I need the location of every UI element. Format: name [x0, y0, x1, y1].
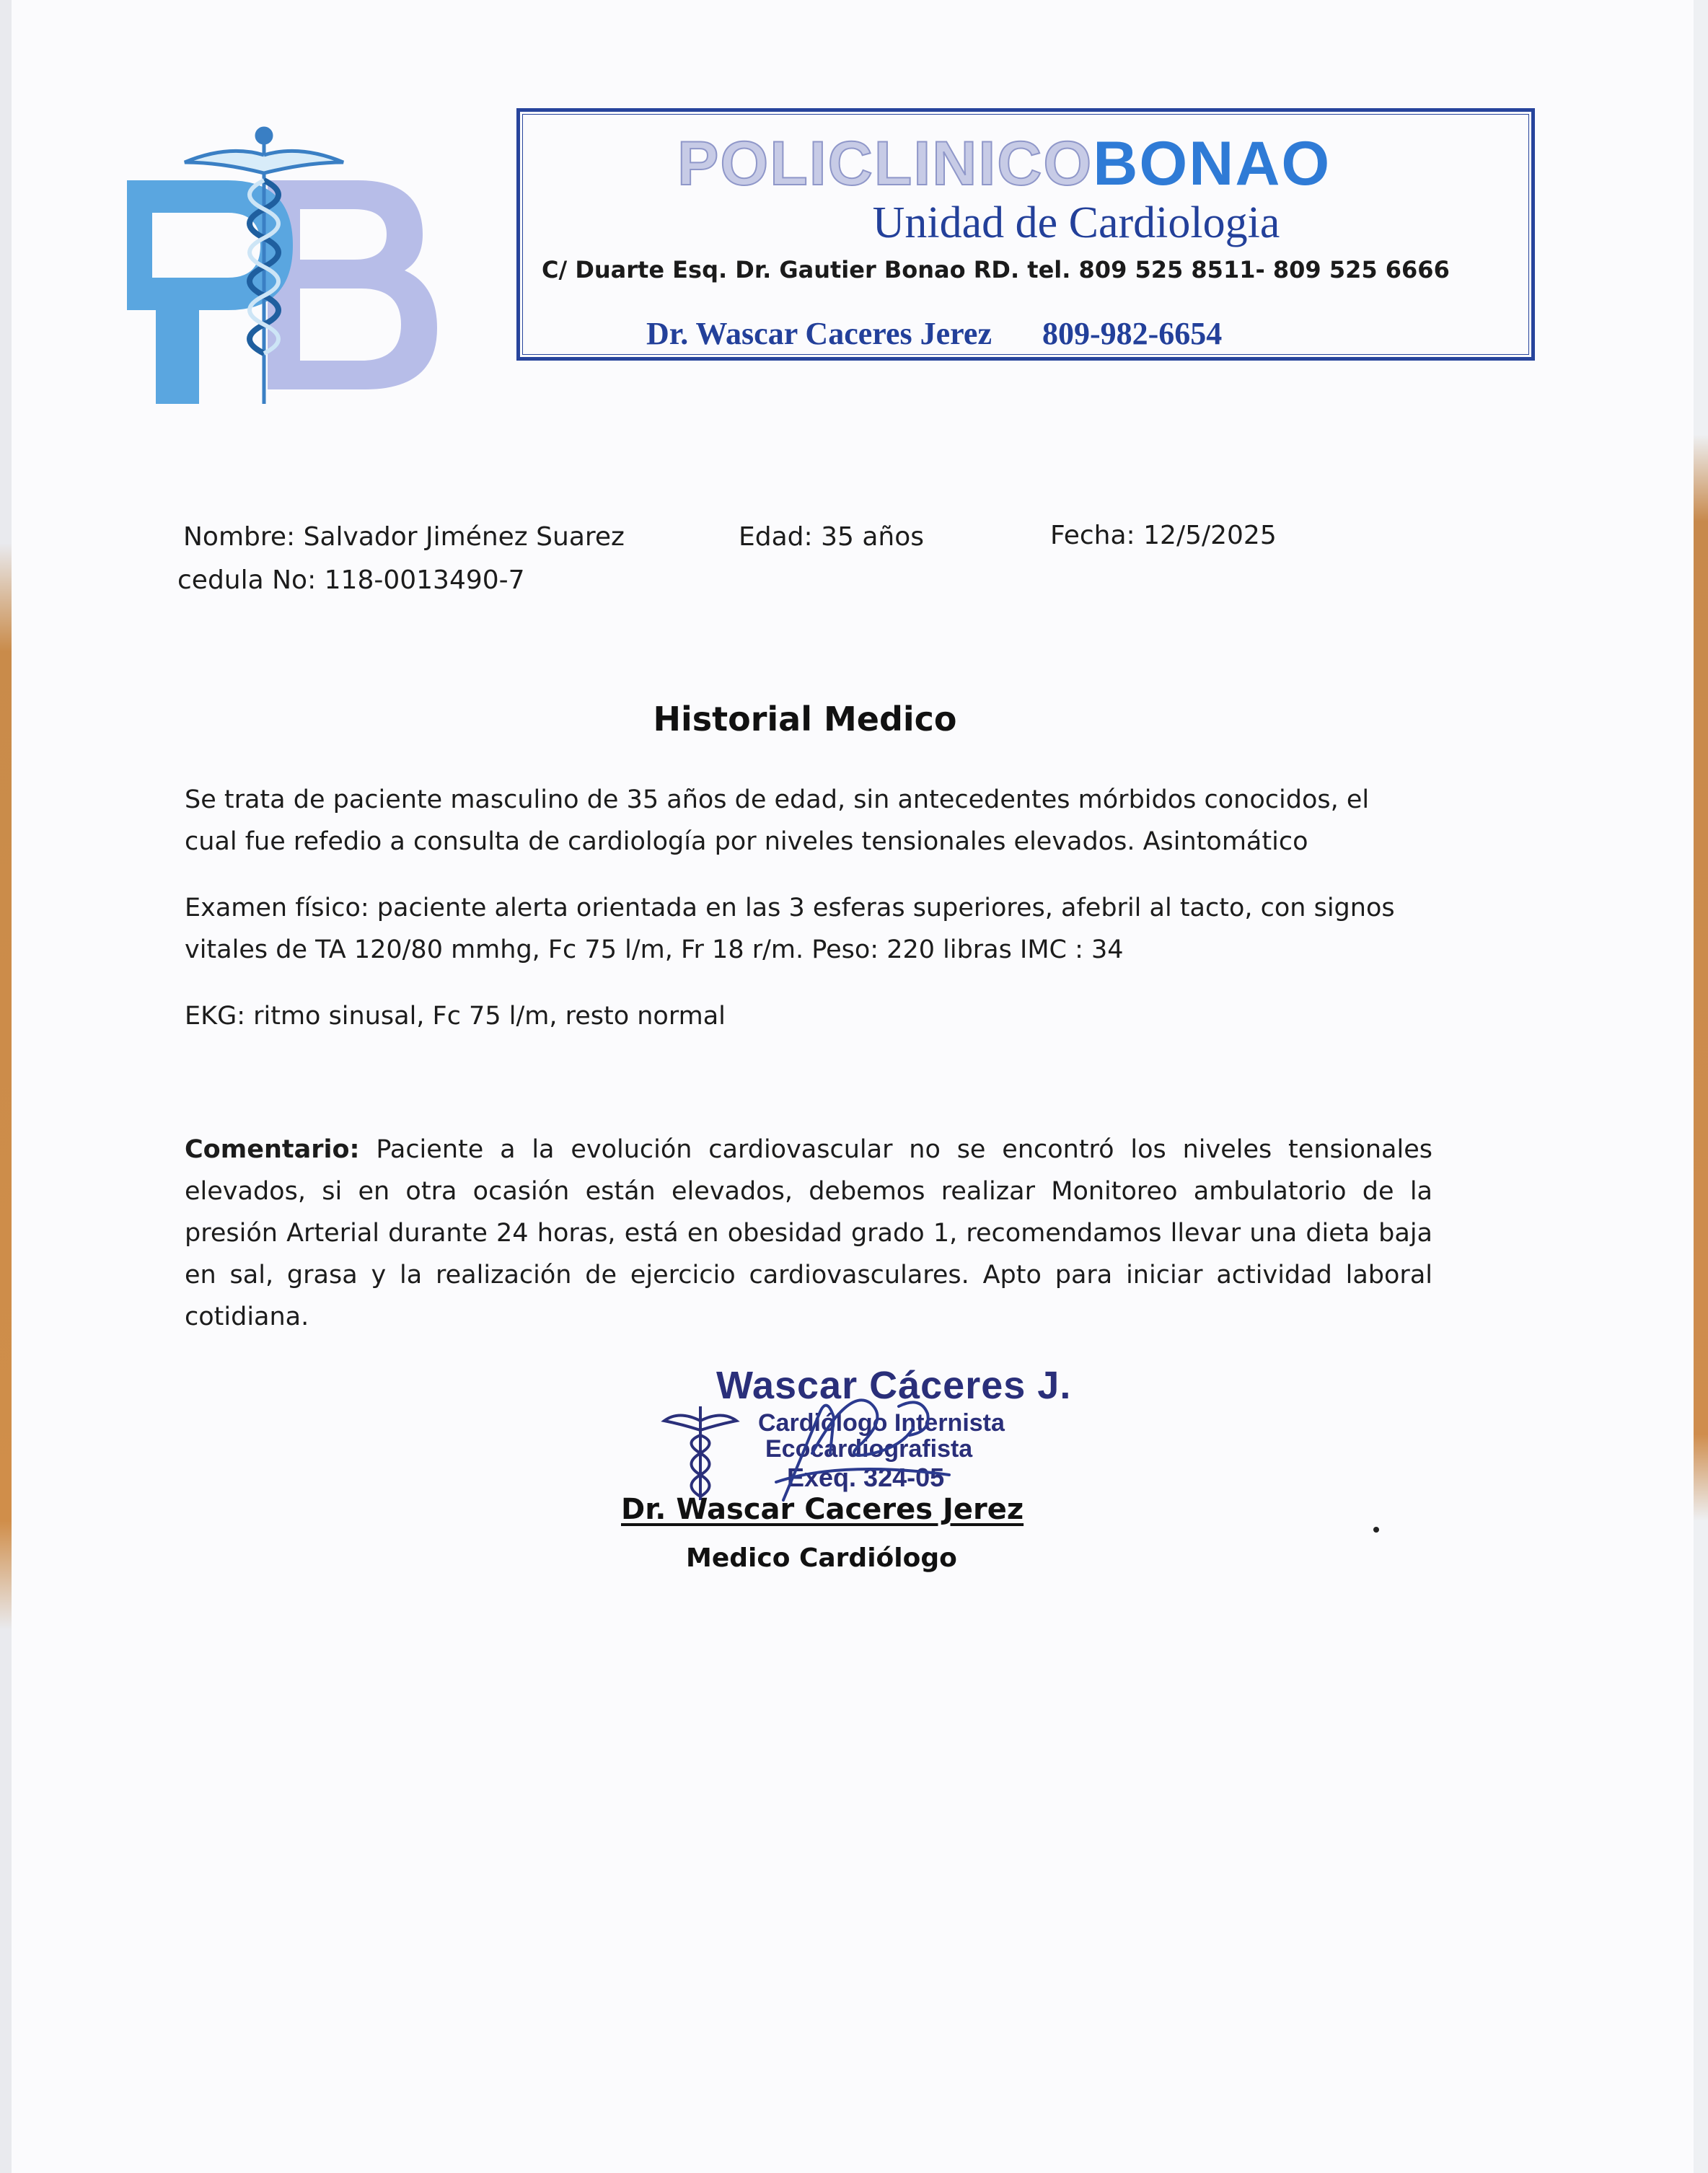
clinic-unit: Unidad de Cardiologia — [872, 198, 1280, 247]
comment-paragraph — [185, 1129, 1432, 1338]
clinic-address: C/ Duarte Esq. Dr. Gautier Bonao RD. tel. 809 525 8511- 809 525 6666 — [542, 256, 1450, 283]
comment-label: Comentario: — [185, 1135, 360, 1164]
stamp-caduceus-icon — [661, 1403, 740, 1504]
stamp-doctor-name: Wascar Cáceres J. — [716, 1364, 1072, 1407]
patient-id: cedula No: 118-0013490-7 — [177, 565, 525, 595]
patient-age: Edad: 35 años — [739, 522, 924, 552]
intro-line-1: Se trata de paciente masculino de 35 años de edad, sin antecedentes mórbidos conocidos, el — [185, 785, 1370, 814]
page-edge-right — [1694, 0, 1708, 2173]
clinic-header-box — [516, 108, 1535, 361]
signature-doctor-title: Medico Cardiólogo — [686, 1543, 957, 1573]
exam-paragraph — [185, 887, 1432, 971]
clinic-logo — [120, 123, 437, 411]
patient-name: Nombre: Salvador Jiménez Suarez — [183, 522, 625, 552]
brand-part-policlinico: POLICLINICO — [677, 129, 1093, 198]
stray-mark — [1373, 1527, 1379, 1533]
header-doctor-name: Dr. Wascar Caceres Jerez — [646, 316, 992, 351]
header-doctor-line — [646, 315, 1222, 352]
intro-paragraph — [185, 779, 1432, 863]
document-page — [12, 0, 1694, 2173]
ekg-line: EKG: ritmo sinusal, Fc 75 l/m, resto normal — [185, 1002, 726, 1031]
comment-text: Paciente a la evolución cardiovascular no se encontró los niveles tensionales elevados, si en otra ocasión están elevados, debemos realizar Monitoreo ambulatorio de la presión Arterial durante 24 horas, está en obesidad grado 1, recomendamos llevar una dieta baja en sal, grasa y la realización de ejercicio cardiovasculares. Apto para iniciar actividad laboral cotidiana. — [185, 1135, 1432, 1331]
header-doctor-phone: 809-982-6654 — [1042, 316, 1223, 351]
stamp-exequatur: Exeq. 324-05 — [787, 1463, 945, 1492]
stamp-specialty-1: Cardiólogo Internista — [758, 1409, 1005, 1437]
report-date: Fecha: 12/5/2025 — [1050, 521, 1277, 550]
brand-part-bonao: BONAO — [1093, 129, 1331, 198]
document-title: Historial Medico — [653, 700, 957, 739]
signature-doctor-name: Dr. Wascar Caceres Jerez — [621, 1493, 1024, 1526]
page-edge-left — [0, 0, 12, 2173]
exam-line-2: vitales de TA 120/80 mmhg, Fc 75 l/m, Fr 18 r/m. Peso: 220 libras IMC : 34 — [185, 935, 1124, 964]
clinic-brand — [677, 128, 1331, 200]
stamp-specialty-2: Ecocardiografista — [765, 1435, 973, 1463]
exam-line-1: Examen físico: paciente alerta orientada en las 3 esferas superiores, afebril al tacto, con signos — [185, 894, 1395, 922]
intro-line-2: cual fue refedio a consulta de cardiología por niveles tensionales elevados. Asintomático — [185, 827, 1308, 856]
